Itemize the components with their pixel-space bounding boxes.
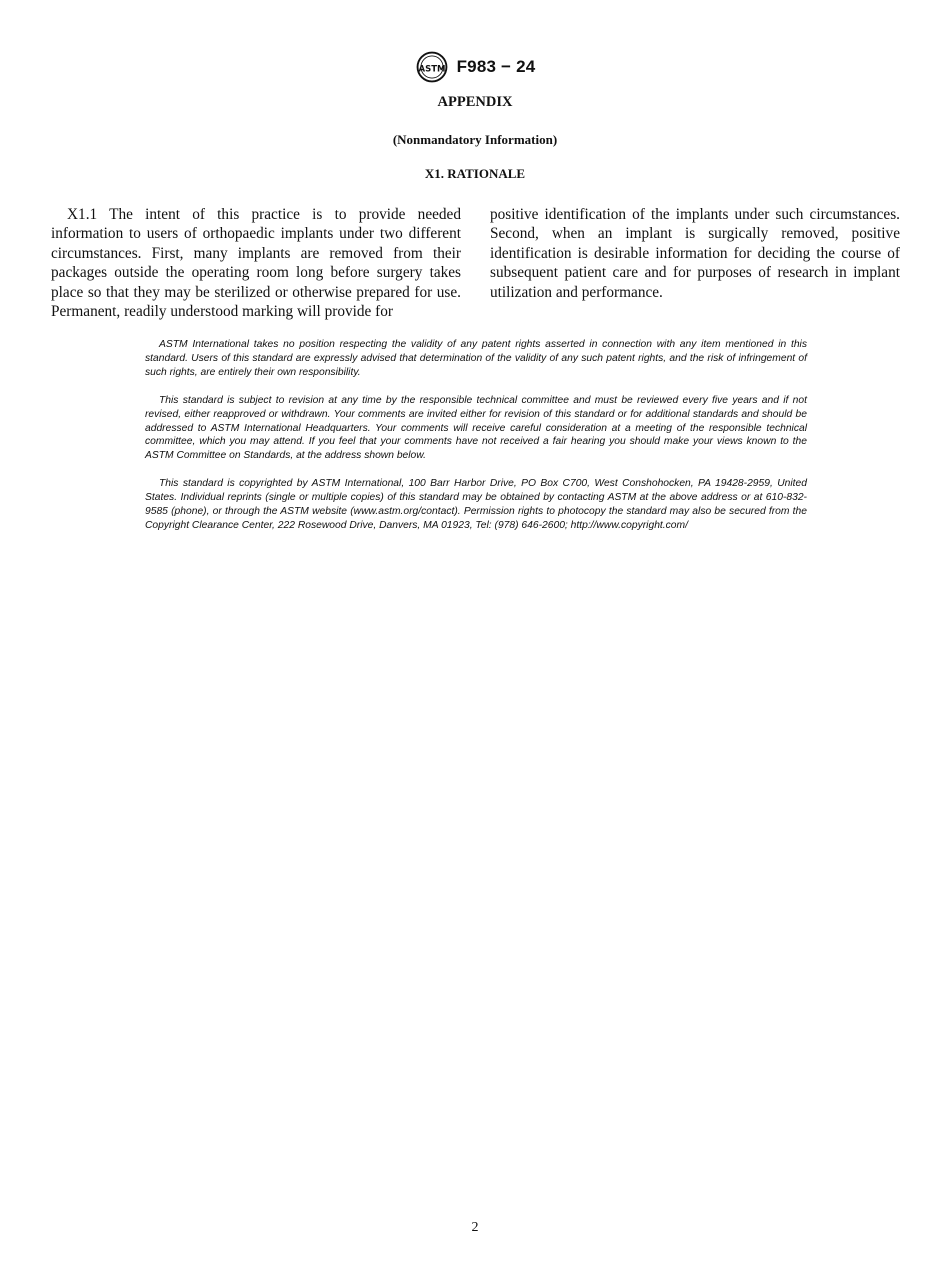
document-header xyxy=(0,50,950,84)
astm-logo-icon xyxy=(415,50,449,84)
standard-designation: F983 − 24 xyxy=(456,57,536,76)
copyright-notice: This standard is copyrighted by ASTM International, 100 Barr Harbor Drive, PO Box C700, West Conshohocken, PA 19428-2959, United States. Individual reprints (single or multiple copies) of this standard may be obtained by contacting ASTM at the above address or at 610-832-9585 (phone), or through the ASTM website (www.astm.org/contact). Permission rights to photocopy the standard may also be secured from the Copyright Clearance Center, 222 Rosewood Drive, Danvers, MA 01923, Tel: (978) 646-2600; http://www.copyright.com/ xyxy=(145,478,807,531)
page-number: 2 xyxy=(471,1220,479,1235)
appendix-title: APPENDIX xyxy=(437,94,513,110)
patent-notice: ASTM International takes no position respecting the validity of any patent rights asserted in connection with any item mentioned in this standard. Users of this standard are expressly advised that determination of the validity of any such patent rights, and the risk of infringement of such rights, are entirely their own responsibility. xyxy=(145,339,807,378)
svg-text:ASTM: ASTM xyxy=(418,64,446,75)
body-left-column: X1.1 The intent of this practice is to provide needed information to users of orthopaedic implants under two different circumstances. First, many implants are removed from their packages outside the operating room long before surgery takes place so that they may be sterilized or otherwise prepared for use. Permanent, readily understood marking will provide for xyxy=(51,206,461,321)
revision-notice: This standard is subject to revision at any time by the responsible technical committee and must be reviewed every five years and if not revised, either reapproved or withdrawn. Your comments are invited either for revision of this standard or for additional standards and should be addressed to ASTM International Headquarters. Your comments will receive careful consideration at a meeting of the responsible technical committee, which you may attend. If you feel that your comments have not received a fair hearing you should make your views known to the ASTM Committee on Standards, at the address shown below. xyxy=(145,394,807,462)
appendix-subtitle: (Nonmandatory Information) xyxy=(392,132,558,147)
section-title: X1. RATIONALE xyxy=(424,166,526,181)
legal-notices xyxy=(145,338,807,547)
body-right-column: positive identification of the implants under such circumstances. Second, when an implant is surgically removed, positive identification is desirable information for deciding the course of subsequent patient care and for purposes of research in implant utilization and performance. xyxy=(490,206,900,301)
